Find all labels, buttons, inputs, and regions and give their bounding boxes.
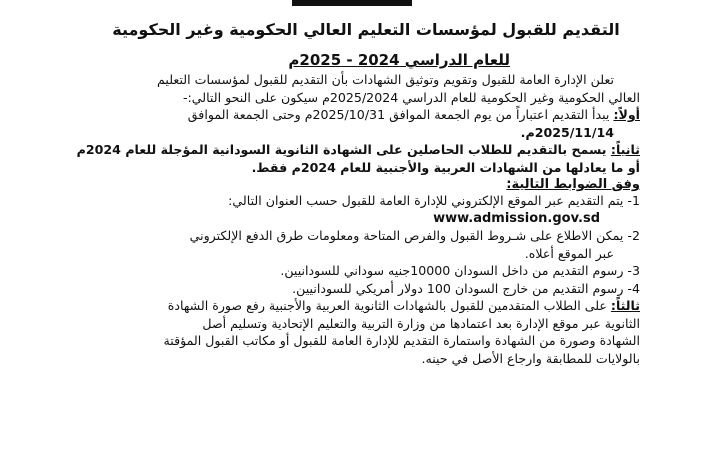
third-label: ثالثاً: [610,298,640,313]
first-clause [92,106,640,141]
list-item: 4- رسوم التقديم من خارج السودان 100 دولار أمريكي للسودانيين. [292,280,640,296]
controls-list [92,192,640,297]
list-item: 2- يمكن الاطلاع على شـروط القبول والفرص المتاحة ومعلومات طرق الدفع الإلكتروني [189,228,640,243]
third-clause [92,297,640,367]
second-clause [76,141,640,176]
first-date-end: 2025/11/14م. [520,124,614,140]
document-title: التقديم للقبول لمؤسسات التعليم العالي الحكومية وغير الحكومية [112,20,620,39]
intro-paragraph [92,71,640,106]
list-item: 3- رسوم التقديم من داخل السودان 10000جنيه سوداني للسودانيين. [280,263,640,278]
announcement-document [76,10,640,367]
second-text: يسمح بالتقديم للطلاب الحاصلين على الشهادة الثانوية السودانية المؤجلة للعام 2024م [76,142,611,157]
list-item: 1- يتم التقديم عبر الموقع الإلكتروني للإدارة العامة للقبول حسب العنوان التالي: [228,193,640,208]
top-rule [292,0,412,6]
second-text-cont: أو ما يعادلها من الشهادات العربية والأجنبية للعام 2024م فقط. [251,159,640,175]
year-heading: للعام الدراسي 2024 - 2025م [288,51,510,69]
intro-line: تعلن الإدارة العامة للقبول وتقويم وتوثيق الشهادات بأن التقديم للقبول لمؤسسات التعليم [157,72,614,87]
third-text-cont: بالولايات للمطابقة وارجاع الأصل في حينه. [421,350,640,366]
first-label: أولاً: [613,107,640,122]
intro-line: العالي الحكومية وغير الحكومية للعام الدراسي 2025/2024م سيكون على النحو التالي:- [182,89,640,105]
list-item-cont: عبر الموقع أعلاه. [524,245,614,261]
third-text-cont: الشهادة وصورة من الشهادة واستمارة التقديم للإدارة العامة للقبول أو مكاتب القبول المؤقتة [163,333,640,348]
first-text: يبدأ التقديم اعتباراً من يوم الجمعة الموافق 2025/10/31م وحتى الجمعة الموافق [187,107,614,122]
third-text-cont: الثانوية عبر موقع الإدارة بعد اعتمادها من وزارة التربية والتعليم الإتحادية وتسليم أصل [202,315,640,331]
admission-url: www.admission.gov.sd [433,210,600,226]
third-text: على الطلاب المتقدمين للقبول بالشهادات الثانوية العربية والأجنبية رفع صورة الشهادة [167,298,611,313]
second-label: ثانياً: [610,142,640,157]
controls-heading: وفق الضوابط التالية: [506,177,640,192]
